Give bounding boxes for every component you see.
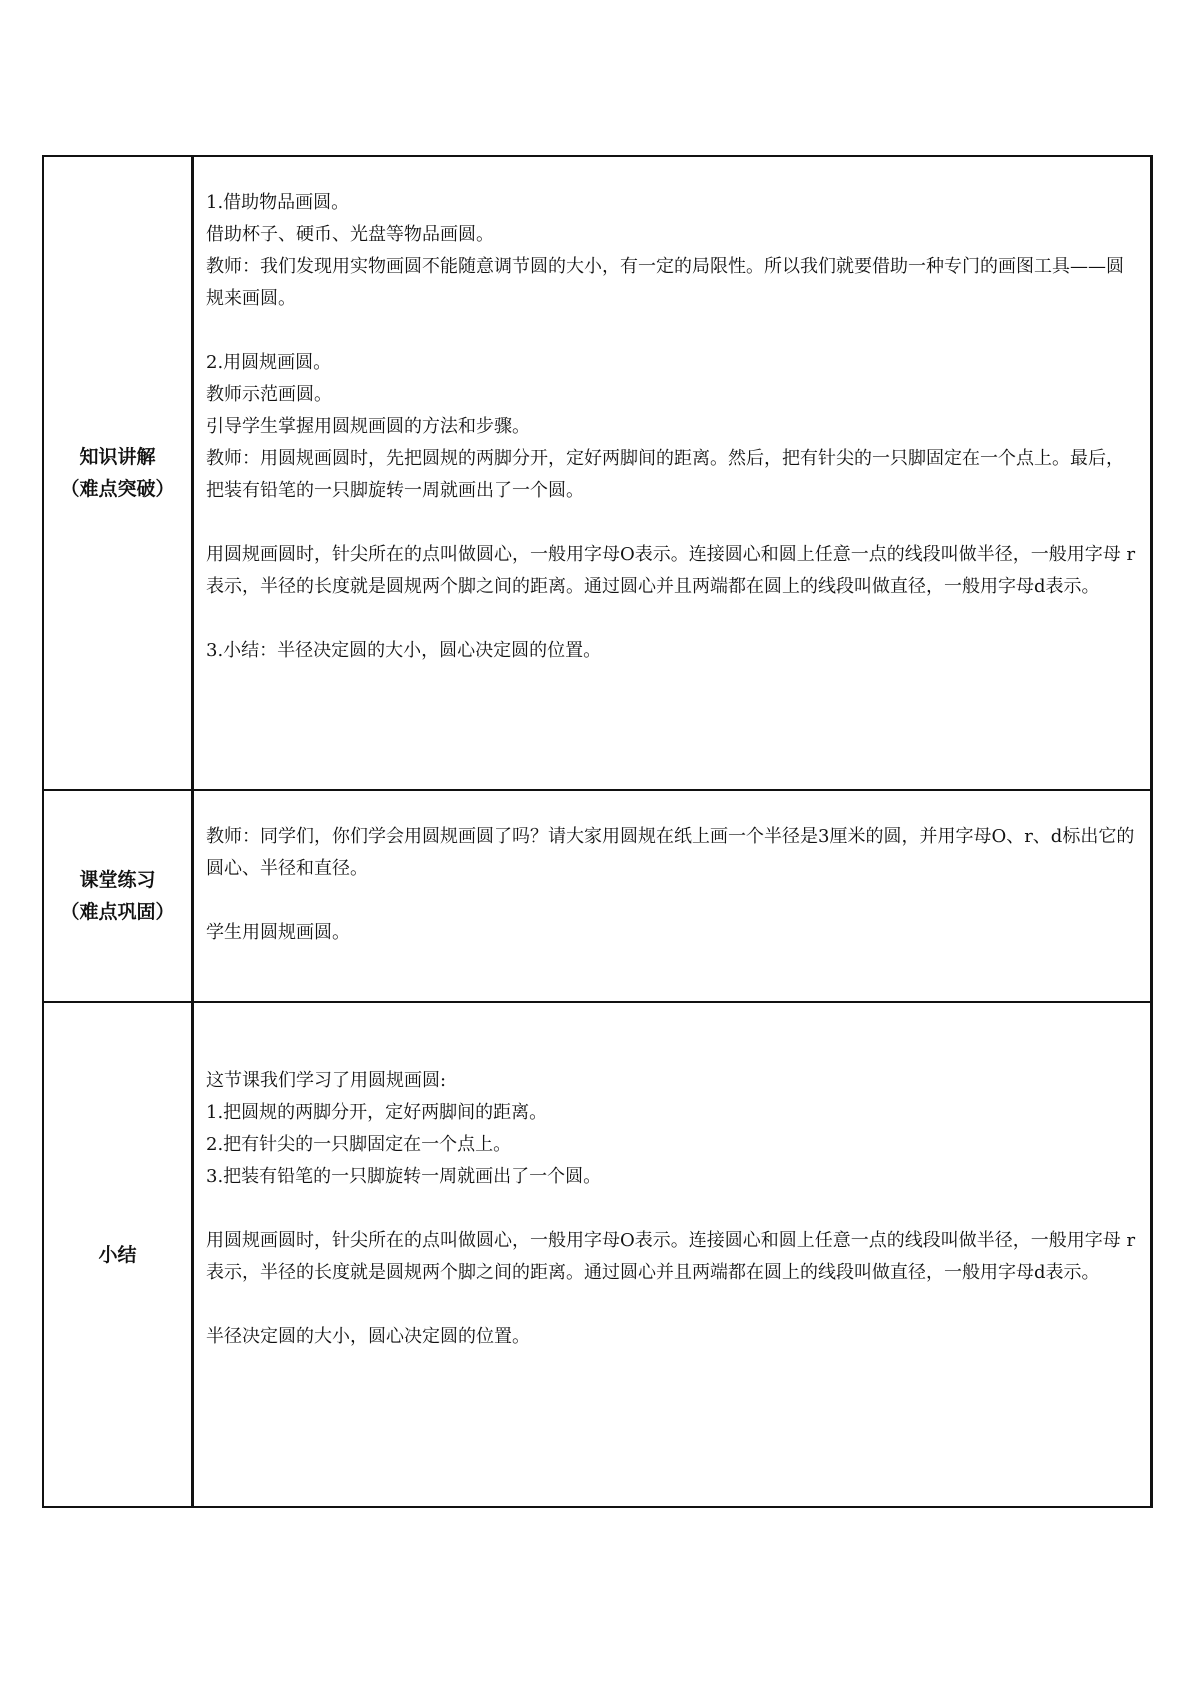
paragraph-spacer — [206, 1033, 1138, 1065]
paragraph: 引导学生掌握用圆规画圆的方法和步骤。 — [206, 416, 530, 437]
paragraph: 2.把有针尖的一只脚固定在一个点上。 — [206, 1134, 512, 1155]
section-content-cell — [193, 156, 1152, 790]
section-sublabel: （难点突破） — [60, 478, 175, 500]
paragraph-spacer — [206, 315, 1138, 347]
paragraph-spacer — [206, 603, 1138, 635]
paragraph-spacer — [206, 885, 1138, 917]
section-label: 课堂练习 — [79, 869, 156, 891]
paragraph: 教师：同学们，你们学会用圆规画圆了吗？请大家用圆规在纸上画一个半径是3厘米的圆，并用字母O、r、d标出它的圆心、半径和直径。 — [206, 826, 1135, 879]
paragraph: 用圆规画圆时，针尖所在的点叫做圆心，一般用字母O表示。连接圆心和圆上任意一点的线段叫做半径，一般用字母 r表示，半径的长度就是圆规两个脚之间的距离。通过圆心并且两端都在圆上的线段叫做直径，一般用字母d表示。 — [206, 544, 1136, 597]
section-sublabel: （难点巩固） — [60, 901, 175, 923]
paragraph: 2.用圆规画圆。 — [206, 352, 332, 373]
section-label: 知识讲解 — [79, 446, 156, 468]
paragraph-spacer — [206, 1193, 1138, 1225]
paragraph: 半径决定圆的大小，圆心决定圆的位置。 — [206, 1326, 530, 1347]
paragraph: 这节课我们学习了用圆规画圆: — [206, 1070, 447, 1091]
section-row-knowledge — [43, 156, 1152, 790]
paragraph: 教师：用圆规画圆时，先把圆规的两脚分开，定好两脚间的距离。然后，把有针尖的一只脚固定在一个点上。最后，把装有铅笔的一只脚旋转一周就画出了一个圆。 — [206, 448, 1124, 501]
section-row-practice — [43, 790, 1152, 1002]
paragraph: 用圆规画圆时，针尖所在的点叫做圆心，一般用字母O表示。连接圆心和圆上任意一点的线段叫做半径，一般用字母 r表示，半径的长度就是圆规两个脚之间的距离。通过圆心并且两端都在圆上的线段叫做直径，一般用字母d表示。 — [206, 1230, 1136, 1283]
section-row-summary — [43, 1002, 1152, 1507]
section-label-cell — [43, 1002, 193, 1507]
section-label: 小结 — [98, 1243, 137, 1266]
paragraph: 3.小结：半径决定圆的大小，圆心决定圆的位置。 — [206, 640, 602, 661]
paragraph: 1.借助物品画圆。 — [206, 192, 350, 213]
paragraph: 3.把装有铅笔的一只脚旋转一周就画出了一个圆。 — [206, 1166, 602, 1187]
section-content-cell — [193, 790, 1152, 1002]
section-label-cell — [43, 156, 193, 790]
section-content-cell — [193, 1002, 1152, 1507]
paragraph-spacer — [206, 1289, 1138, 1321]
lesson-plan-table — [42, 155, 1153, 1508]
paragraph: 借助杯子、硬币、光盘等物品画圆。 — [206, 224, 494, 245]
paragraph: 学生用圆规画圆。 — [206, 922, 350, 943]
paragraph: 1.把圆规的两脚分开，定好两脚间的距离。 — [206, 1102, 548, 1123]
paragraph: 教师示范画圆。 — [206, 384, 332, 405]
section-label-cell — [43, 790, 193, 1002]
paragraph-spacer — [206, 507, 1138, 539]
paragraph: 教师：我们发现用实物画圆不能随意调节圆的大小，有一定的局限性。所以我们就要借助一种专门的画图工具——圆规来画圆。 — [206, 256, 1124, 309]
